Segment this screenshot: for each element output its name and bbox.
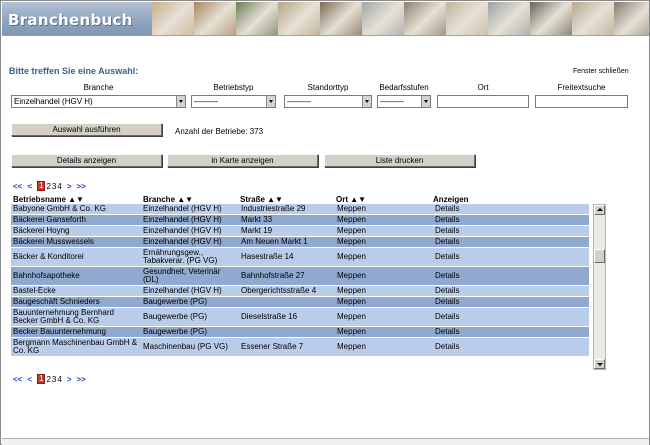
pager-next[interactable]: > bbox=[66, 374, 72, 384]
table-row[interactable] bbox=[11, 267, 589, 286]
table-row[interactable] bbox=[11, 215, 589, 226]
cell-strasse: Dieselstraße 16 bbox=[241, 312, 298, 321]
pager-next[interactable]: > bbox=[66, 181, 72, 191]
filter-heading: Bitte treffen Sie eine Auswahl: bbox=[9, 66, 139, 76]
details-link[interactable]: Details bbox=[435, 237, 460, 246]
cell-branche: Baugewerbe (PG) bbox=[143, 312, 208, 321]
scroll-down-arrow-icon[interactable] bbox=[594, 359, 605, 369]
pager-page-4[interactable]: 4 bbox=[57, 181, 62, 191]
column-header-strasse[interactable]: Straße ▲▼ bbox=[240, 195, 283, 204]
chevron-down-icon[interactable] bbox=[421, 96, 430, 107]
pager-last[interactable]: >> bbox=[76, 374, 86, 384]
scroll-up-arrow-icon[interactable] bbox=[594, 205, 605, 215]
cell-strasse: Markt 33 bbox=[241, 215, 273, 224]
cell-branche: Einzelhandel (HGV H) bbox=[143, 215, 222, 224]
cell-branche: Gesundheit, Veterinär (DL) bbox=[143, 267, 221, 284]
pager-bottom bbox=[13, 374, 91, 384]
table-row[interactable] bbox=[11, 226, 589, 237]
cell-branche: Baugewerbe (PG) bbox=[143, 327, 208, 336]
header-banner bbox=[2, 2, 649, 36]
cell-betriebsname: Bahnhofsapotheke bbox=[13, 271, 80, 280]
cell-ort: Meppen bbox=[337, 237, 366, 246]
branche-select-value: Einzelhandel (HGV H) bbox=[14, 97, 93, 106]
table-row[interactable] bbox=[11, 204, 589, 215]
table-row[interactable] bbox=[11, 327, 589, 338]
cell-betriebsname: Bergmann Maschinenbau GmbH & Co. KG bbox=[13, 338, 138, 355]
cell-betriebsname: Bäckerei Hoyng bbox=[13, 226, 70, 235]
status-bar bbox=[2, 438, 649, 445]
cell-ort: Meppen bbox=[337, 252, 366, 261]
show-on-map-button[interactable]: in Karte anzeigen bbox=[167, 154, 318, 167]
cell-betriebsname: Bäckerei Ganseforth bbox=[13, 215, 86, 224]
chevron-down-icon[interactable] bbox=[266, 96, 275, 107]
execute-selection-button[interactable]: Auswahl ausführen bbox=[11, 123, 162, 136]
cell-branche: Einzelhandel (HGV H) bbox=[143, 204, 222, 213]
cell-branche: Einzelhandel (HGV H) bbox=[143, 237, 222, 246]
cell-strasse: Obergerichtsstraße 4 bbox=[241, 286, 317, 295]
bedarfsstufen-select-value: ——— bbox=[380, 97, 404, 106]
cell-branche: Maschinenbau (PG VG) bbox=[143, 342, 228, 351]
table-row[interactable] bbox=[11, 248, 589, 267]
cell-betriebsname: Becker Bauunternehmung bbox=[13, 327, 106, 336]
ort-input[interactable] bbox=[437, 95, 529, 108]
label-standorttyp: Standorttyp bbox=[307, 83, 349, 92]
freitextsuche-input[interactable] bbox=[535, 95, 628, 108]
app-title: Branchenbuch bbox=[2, 2, 152, 36]
pager-current: 1 bbox=[39, 374, 44, 383]
print-list-button[interactable]: Liste drucken bbox=[324, 154, 475, 167]
column-header-anzeigen: Anzeigen bbox=[433, 195, 469, 204]
result-count: Anzahl der Betriebe: 373 bbox=[175, 127, 264, 136]
betriebstyp-select[interactable] bbox=[191, 95, 276, 108]
details-link[interactable]: Details bbox=[435, 215, 460, 224]
details-link[interactable]: Details bbox=[435, 327, 460, 336]
pager-last[interactable]: >> bbox=[76, 181, 86, 191]
cell-betriebsname: Babyone GmbH & Co. KG bbox=[13, 204, 106, 213]
column-header-betriebsname[interactable]: Betriebsname ▲▼ bbox=[13, 195, 84, 204]
table-row[interactable] bbox=[11, 308, 589, 327]
cell-strasse: Markt 19 bbox=[241, 226, 273, 235]
cell-strasse: Bahnhofstraße 27 bbox=[241, 271, 305, 280]
banner-photo bbox=[614, 2, 649, 36]
cell-ort: Meppen bbox=[337, 271, 366, 280]
results-table bbox=[11, 204, 589, 357]
cell-ort: Meppen bbox=[337, 342, 366, 351]
details-link[interactable]: Details bbox=[435, 342, 460, 351]
cell-branche: Ernährungsgew., Tabakverar. (PG VG) bbox=[143, 248, 218, 265]
standorttyp-select[interactable] bbox=[284, 95, 372, 108]
table-row[interactable] bbox=[11, 338, 589, 357]
details-link[interactable]: Details bbox=[435, 252, 460, 261]
show-details-button[interactable]: Details anzeigen bbox=[11, 154, 162, 167]
pager-first[interactable]: << bbox=[13, 374, 23, 384]
details-link[interactable]: Details bbox=[435, 271, 460, 280]
column-header-branche[interactable]: Branche ▲▼ bbox=[143, 195, 194, 204]
pager-current: 1 bbox=[39, 181, 44, 190]
label-branche: Branche bbox=[83, 83, 114, 92]
cell-betriebsname: Baugeschäft Schnieders bbox=[13, 297, 100, 306]
cell-strasse: Hasestraße 14 bbox=[241, 252, 294, 261]
pager-top bbox=[13, 181, 91, 191]
scroll-thumb[interactable] bbox=[594, 249, 605, 263]
branche-select[interactable] bbox=[11, 95, 186, 108]
cell-ort: Meppen bbox=[337, 204, 366, 213]
chevron-down-icon[interactable] bbox=[362, 96, 371, 107]
cell-ort: Meppen bbox=[337, 286, 366, 295]
cell-strasse: Essener Straße 7 bbox=[241, 342, 304, 351]
cell-strasse bbox=[239, 327, 335, 337]
table-row[interactable] bbox=[11, 297, 589, 308]
betriebstyp-select-value: ——— bbox=[194, 97, 218, 106]
cell-branche: Einzelhandel (HGV H) bbox=[143, 286, 222, 295]
cell-ort: Meppen bbox=[337, 297, 366, 306]
pager-page-3[interactable]: 3 bbox=[51, 181, 57, 191]
table-row[interactable] bbox=[11, 286, 589, 297]
cell-betriebsname: Bastel-Ecke bbox=[13, 286, 56, 295]
pager-page-4[interactable]: 4 bbox=[57, 374, 62, 384]
pager-first[interactable]: << bbox=[13, 181, 23, 191]
chevron-down-icon[interactable] bbox=[176, 96, 185, 107]
cell-strasse: Am Neuen Markt 1 bbox=[241, 237, 308, 246]
table-row[interactable] bbox=[11, 237, 589, 248]
pager-page-2[interactable]: 2 bbox=[46, 181, 51, 191]
pager-page-3[interactable]: 3 bbox=[51, 374, 57, 384]
close-window-link[interactable]: Fenster schließen bbox=[573, 68, 629, 75]
details-link[interactable]: Details bbox=[435, 297, 460, 306]
cell-strasse bbox=[239, 297, 335, 307]
cell-strasse: Industriestraße 29 bbox=[241, 204, 306, 213]
pager-prev[interactable]: < bbox=[27, 181, 33, 191]
results-scrollbar[interactable] bbox=[593, 204, 606, 370]
cell-ort: Meppen bbox=[337, 327, 366, 336]
pager-prev[interactable]: < bbox=[27, 374, 33, 384]
cell-betriebsname: Bäckerei Musswessels bbox=[13, 237, 94, 246]
details-link[interactable]: Details bbox=[435, 312, 460, 321]
column-header-ort[interactable]: Ort ▲▼ bbox=[336, 195, 367, 204]
standorttyp-select-value: ——— bbox=[287, 97, 311, 106]
cell-betriebsname: Bauunternehmung Bernhard Becker GmbH & Co. KG bbox=[13, 308, 114, 325]
label-ort: Ort bbox=[477, 83, 489, 92]
cell-ort: Meppen bbox=[337, 312, 366, 321]
cell-ort: Meppen bbox=[337, 215, 366, 224]
cell-branche: Baugewerbe (PG) bbox=[143, 297, 208, 306]
cell-betriebsname: Bäcker & Konditorei bbox=[13, 252, 84, 261]
cell-branche: Einzelhandel (HGV H) bbox=[143, 226, 222, 235]
label-betriebstyp: Betriebstyp bbox=[213, 83, 254, 92]
details-link[interactable]: Details bbox=[435, 226, 460, 235]
bedarfsstufen-select[interactable] bbox=[377, 95, 431, 108]
details-link[interactable]: Details bbox=[435, 204, 460, 213]
pager-page-2[interactable]: 2 bbox=[46, 374, 51, 384]
details-link[interactable]: Details bbox=[435, 286, 460, 295]
cell-ort: Meppen bbox=[337, 226, 366, 235]
label-bedarfsstufen: Bedarfsstufen bbox=[379, 83, 429, 92]
label-freitextsuche: Freitextsuche bbox=[557, 83, 606, 92]
